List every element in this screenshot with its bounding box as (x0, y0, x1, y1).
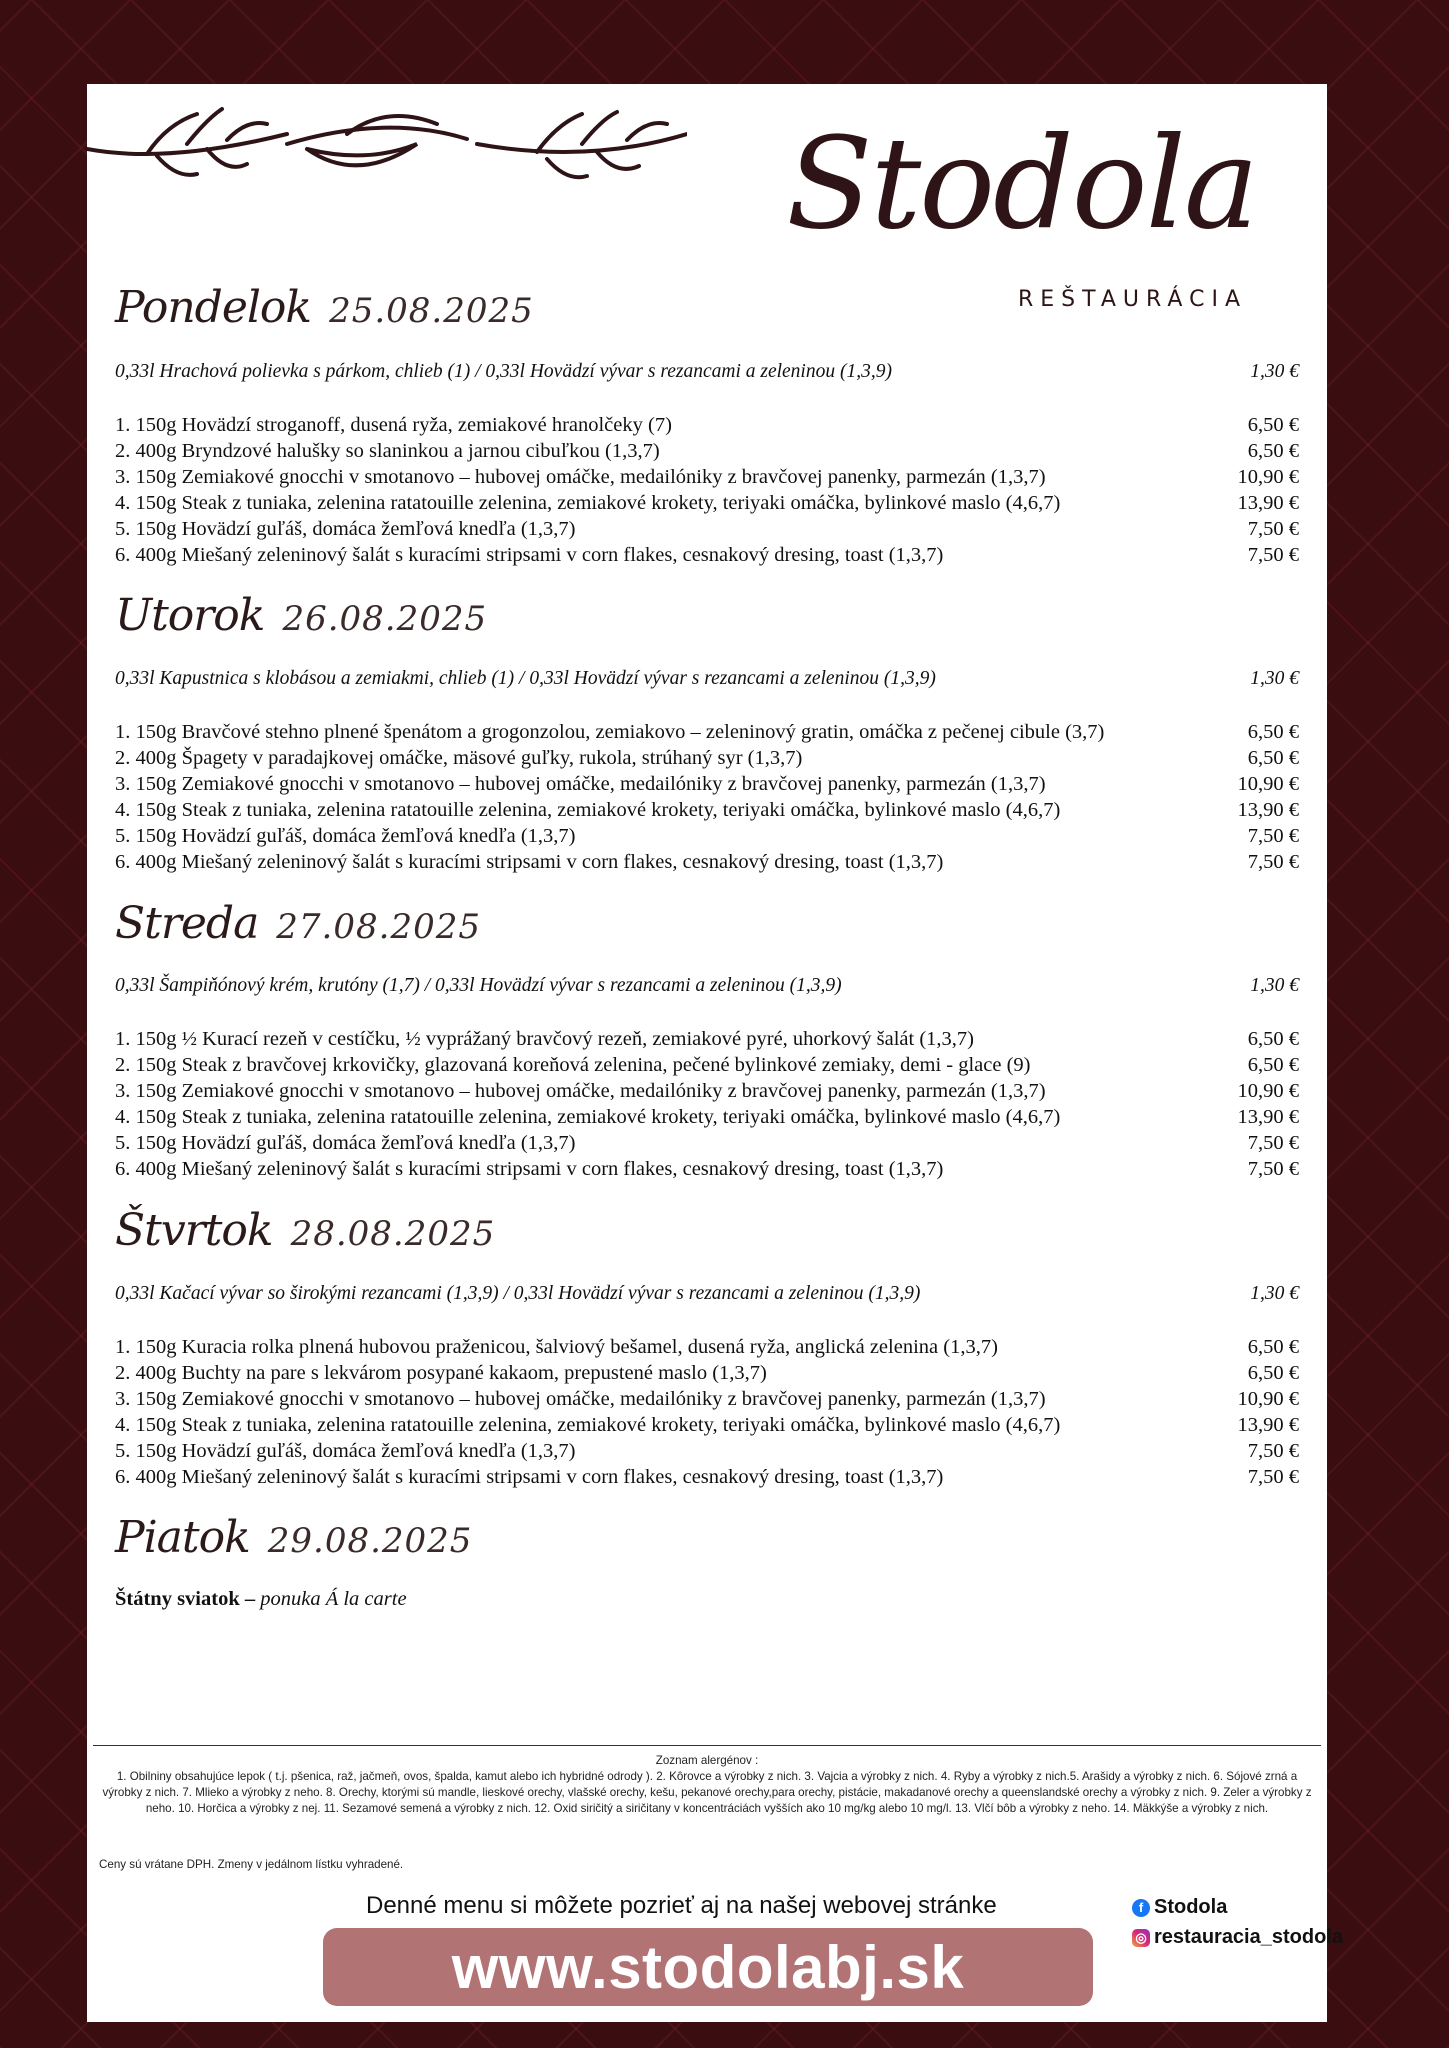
menu-item (115, 1106, 1299, 1129)
holiday-title: Štátny sviatok – (115, 1588, 256, 1610)
day-heading-friday (115, 1512, 472, 1563)
item-price: 6,50 € (1247, 1336, 1299, 1358)
item-text: 1. 150g Hovädzí stroganoff, dusená ryža, zemiakové hranolčeky (7) (115, 414, 672, 436)
instagram-icon: ◎ (1132, 1929, 1150, 1947)
allergen-heading: Zoznam alergénov : (655, 1754, 759, 1767)
prices-note: Ceny sú vrátane DPH. Zmeny v jedálnom lístku vyhradené. (99, 1858, 404, 1871)
website-link[interactable] (323, 1928, 1093, 2006)
item-price: 6,50 € (1247, 747, 1299, 769)
item-price: 6,50 € (1247, 1362, 1299, 1384)
item-price: 13,90 € (1237, 799, 1299, 821)
item-price: 7,50 € (1247, 825, 1299, 847)
item-text: 1. 150g ½ Kurací rezeň v cestíčku, ½ vyprážaný bravčový rezeň, zemiakové pyré, uhorkový šalát (1,3,7) (115, 1028, 974, 1050)
brand-logo (786, 109, 1257, 312)
menu-item (115, 1414, 1299, 1437)
day-heading-monday (115, 282, 534, 333)
day-date: 25.08.2025 (329, 291, 534, 331)
menu-item (115, 1440, 1299, 1463)
allergen-list: 1. Obilniny obsahujúce lepok ( t.j. pšenica, raž, jačmeň, ovos, špalda, kamut alebo ich hybridné odrody ). 2. Kôrovce a výrobky z nich. 3. Vajcia a výrobky z nich. 4. Ryby a výrobky z nich.5. Arašidy a výrobky z nich. 6. Sójové zrná a výrobky z nich. 7. Mlieko a výrobky z neho. 8. Orechy, ktorými sú mandle, lieskové orechy, vlašské orechy, kešu, pekanové orechy,para orechy, pistácie, makadanové orechy a queenslandské orechy a výrobky z nich. 9. Zeler a výrobky z neho. 10. Horčica a výrobky z nej. 11. Sezamové semená a výrobky z nich. 12. Oxid siričitý a siričitany v koncentráciách vyšších ako 10 mg/kg alebo 10 mg/l. 13. Vlčí bôb a výrobky z neho. 14. Mäkkýše a výrobky z nich. (102, 1770, 1312, 1815)
item-price: 10,90 € (1237, 1080, 1299, 1102)
soup-price: 1,30 € (1250, 1283, 1299, 1304)
item-text: 5. 150g Hovädzí guľáš, domáca žemľová knedľa (1,3,7) (115, 1132, 576, 1154)
facebook-link[interactable] (1132, 1896, 1227, 1919)
item-text: 3. 150g Zemiakové gnocchi v smotanovo – hubovej omáčke, medailóniky z bravčovej panenky, parmezán (1,3,7) (115, 1388, 1046, 1410)
item-text: 6. 400g Miešaný zeleninový šalát s kuracími stripsami v corn flakes, cesnakový dresing, toast (1,3,7) (115, 1466, 944, 1488)
item-price: 10,90 € (1237, 466, 1299, 488)
menu-item (115, 1080, 1299, 1103)
menu-item (115, 1054, 1299, 1077)
menu-item (115, 414, 1299, 437)
soup-price: 1,30 € (1250, 668, 1299, 689)
day-date: 26.08.2025 (282, 599, 488, 639)
menu-item (115, 1336, 1299, 1359)
menu-item (115, 1028, 1299, 1051)
menu-item (115, 1388, 1299, 1411)
website-url: www.stodolabj.sk (451, 1933, 965, 2001)
day-name: Streda (115, 898, 259, 949)
menu-item (115, 851, 1299, 874)
item-price: 10,90 € (1237, 773, 1299, 795)
item-text: 4. 150g Steak z tuniaka, zelenina ratatouille zelenina, zemiakové krokety, teriyaki omáčka, bylinkové maslo (4,6,7) (115, 492, 1061, 514)
holiday-offer: ponuka Á la carte (255, 1588, 407, 1610)
menu-item (115, 440, 1299, 463)
item-text: 6. 400g Miešaný zeleninový šalát s kuracími stripsami v corn flakes, cesnakový dresing, toast (1,3,7) (115, 544, 944, 566)
menu-item (115, 1362, 1299, 1385)
item-text: 2. 150g Steak z bravčovej krkovičky, glazovaná koreňová zelenina, pečené bylinkové zemiaky, demi - glace (9) (115, 1054, 1031, 1076)
item-price: 6,50 € (1247, 414, 1299, 436)
item-price: 13,90 € (1237, 1106, 1299, 1128)
item-price: 13,90 € (1237, 492, 1299, 514)
item-text: 2. 400g Bryndzové halušky so slaninkou a jarnou cibuľkou (1,3,7) (115, 440, 660, 462)
item-price: 7,50 € (1247, 544, 1299, 566)
item-text: 1. 150g Bravčové stehno plnené špenátom a grogonzolou, zemiakovo – zeleninový gratin, omáčka z pečenej cibule (3,7) (115, 721, 1105, 743)
holiday-notice (115, 1588, 407, 1611)
menu-item (115, 747, 1299, 770)
item-price: 13,90 € (1237, 1414, 1299, 1436)
day-date: 27.08.2025 (276, 907, 481, 947)
item-text: 3. 150g Zemiakové gnocchi v smotanovo – hubovej omáčke, medailóniky z bravčovej panenky, parmezán (1,3,7) (115, 773, 1046, 795)
soup-row (115, 361, 1299, 383)
item-text: 3. 150g Zemiakové gnocchi v smotanovo – hubovej omáčke, medailóniky z bravčovej panenky, parmezán (1,3,7) (115, 466, 1046, 488)
soup-price: 1,30 € (1250, 975, 1299, 996)
item-price: 6,50 € (1247, 1028, 1299, 1050)
soup-price: 1,30 € (1250, 361, 1299, 382)
day-name: Piatok (115, 1512, 250, 1563)
menu-page (87, 84, 1343, 2022)
item-text: 4. 150g Steak z tuniaka, zelenina ratatouille zelenina, zemiakové krokety, teriyaki omáčka, bylinkové maslo (4,6,7) (115, 799, 1061, 821)
item-price: 10,90 € (1237, 1388, 1299, 1410)
day-heading-thursday (115, 1205, 495, 1256)
day-name: Utorok (115, 590, 265, 641)
brand-subtitle: REŠTAURÁCIA (1018, 287, 1247, 312)
soup-row (115, 1283, 1299, 1305)
facebook-label: Stodola (1154, 1896, 1228, 1918)
day-date: 29.08.2025 (267, 1521, 473, 1561)
instagram-link[interactable] (1132, 1926, 1343, 1949)
item-text: 1. 150g Kuracia rolka plnená hubovou praženicou, šalviový bešamel, dusená ryža, anglická zelenina (1,3,7) (115, 1336, 998, 1358)
menu-item (115, 466, 1299, 489)
day-date: 28.08.2025 (290, 1214, 496, 1254)
item-text: 4. 150g Steak z tuniaka, zelenina ratatouille zelenina, zemiakové krokety, teriyaki omáčka, bylinkové maslo (4,6,7) (115, 1414, 1061, 1436)
item-price: 7,50 € (1247, 1132, 1299, 1154)
menu-item (115, 1158, 1299, 1181)
soup-row (115, 975, 1299, 997)
soup-text: 0,33l Šampiňónový krém, krutóny (1,7) / 0,33l Hovädzí vývar s rezancami a zeleninou (1,3,9) (115, 975, 842, 996)
facebook-icon: f (1132, 1899, 1150, 1917)
item-price: 7,50 € (1247, 518, 1299, 540)
item-price: 6,50 € (1247, 1054, 1299, 1076)
brand-script-name: Stodola (786, 110, 1257, 257)
web-note: Denné menu si môžete pozrieť aj na našej webovej stránke (366, 1892, 997, 1919)
soup-text: 0,33l Kačací vývar so širokými rezancami (1,3,9) / 0,33l Hovädzí vývar s rezancami a zeleninou (1,3,9) (115, 1283, 921, 1304)
footer-divider (93, 1745, 1321, 1746)
item-text: 4. 150g Steak z tuniaka, zelenina ratatouille zelenina, zemiakové krokety, teriyaki omáčka, bylinkové maslo (4,6,7) (115, 1106, 1061, 1128)
day-name: Pondelok (115, 282, 312, 333)
soup-text: 0,33l Kapustnica s klobásou a zemiakmi, chlieb (1) / 0,33l Hovädzí vývar s rezancami a zeleninou (1,3,9) (115, 668, 936, 689)
item-price: 7,50 € (1247, 851, 1299, 873)
item-text: 3. 150g Zemiakové gnocchi v smotanovo – hubovej omáčke, medailóniky z bravčovej panenky, parmezán (1,3,7) (115, 1080, 1046, 1102)
menu-item (115, 799, 1299, 822)
menu-item (115, 721, 1299, 744)
item-text: 2. 400g Špagety v paradajkovej omáčke, mäsové guľky, rukola, strúhaný syr (1,3,7) (115, 747, 803, 769)
item-text: 5. 150g Hovädzí guľáš, domáca žemľová knedľa (1,3,7) (115, 825, 576, 847)
item-price: 7,50 € (1247, 1466, 1299, 1488)
soup-text: 0,33l Hrachová polievka s párkom, chlieb (1) / 0,33l Hovädzí vývar s rezancami a zeleninou (1,3,9) (115, 361, 892, 382)
leaf-branch-ornament (87, 104, 687, 194)
instagram-label: restauracia_stodola (1154, 1926, 1343, 1948)
menu-item (115, 518, 1299, 541)
day-name: Štvrtok (115, 1205, 273, 1256)
item-price: 7,50 € (1247, 1440, 1299, 1462)
menu-item (115, 544, 1299, 567)
item-text: 6. 400g Miešaný zeleninový šalát s kuracími stripsami v corn flakes, cesnakový dresing, toast (1,3,7) (115, 851, 944, 873)
item-text: 5. 150g Hovädzí guľáš, domáca žemľová knedľa (1,3,7) (115, 518, 576, 540)
day-heading-wednesday (115, 898, 481, 949)
soup-row (115, 668, 1299, 690)
menu-item (115, 492, 1299, 515)
item-price: 6,50 € (1247, 721, 1299, 743)
menu-item (115, 1132, 1299, 1155)
menu-item (115, 1466, 1299, 1489)
item-text: 6. 400g Miešaný zeleninový šalát s kuracími stripsami v corn flakes, cesnakový dresing, toast (1,3,7) (115, 1158, 944, 1180)
menu-item (115, 825, 1299, 848)
item-text: 5. 150g Hovädzí guľáš, domáca žemľová knedľa (1,3,7) (115, 1440, 576, 1462)
item-text: 2. 400g Buchty na pare s lekvárom posypané kakaom, prepustené maslo (1,3,7) (115, 1362, 767, 1384)
menu-item (115, 773, 1299, 796)
day-heading-tuesday (115, 590, 487, 641)
item-price: 6,50 € (1247, 440, 1299, 462)
item-price: 7,50 € (1247, 1158, 1299, 1180)
